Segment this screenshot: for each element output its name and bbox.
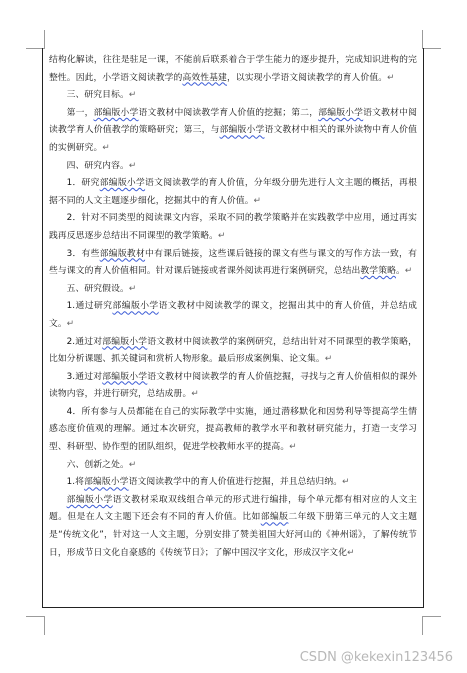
text-run: 语文教材中阅读教学的课文，挖掘出其中的育人价值，并总结成文。 <box>49 301 417 329</box>
flagged-term: 部编版小学 <box>219 125 265 136</box>
paragraph-mark-icon: ↵ <box>253 195 262 206</box>
text-run: 语文教材中阅读教学的育人价值挖掘，寻找与之育人价值相似的课外读物内容，并进行研究，总结成册。 <box>49 371 417 400</box>
paragraph-mark-icon: ↵ <box>387 72 395 83</box>
paragraph-mark-icon: ↵ <box>324 354 333 365</box>
flagged-term: 高效性基建 <box>182 72 227 83</box>
paragraph-mark-icon: ↵ <box>218 230 226 241</box>
text-run: 结构化解读，往往是驻足一课，不能前后联系着合于学生能力的逐步提升，完成知识进构的完整性。因此，小学语文阅读教学的 <box>49 55 417 83</box>
paragraph-mark-icon: ↵ <box>128 160 137 171</box>
paragraph <box>49 474 417 492</box>
paragraph-mark-icon: ↵ <box>128 90 137 101</box>
text-run: 1.通过研究 <box>66 301 113 312</box>
text-run: 。 <box>396 266 405 277</box>
paragraph-mark-icon: ↵ <box>404 266 413 277</box>
paragraph-mark-icon: ↵ <box>66 318 75 329</box>
text-run: 四、研究内容。 <box>66 160 129 171</box>
text-run: 二年级下册第三单元的人文主题是“传统文化”，针对这一人文主题，分别安排了赞美祖国大好河山的《神州谣》，了解传统节日，形成节日文化自豪感的《传统节日》；了解中国汉字文化，形成汉字文化 <box>49 512 417 558</box>
paragraph-mark-icon: ↵ <box>347 547 355 558</box>
text-run: 语文教材中阅读教学育人价值教学的策略研究；第三，与 <box>49 107 417 136</box>
paragraph <box>49 369 417 404</box>
flagged-term: 部编版小学 <box>102 371 148 382</box>
paragraph-mark-icon: ↵ <box>128 459 137 470</box>
text-run: 五、研究假设。 <box>66 283 129 294</box>
paragraph <box>49 158 417 176</box>
crop-mark-top-right <box>422 30 441 49</box>
paragraph <box>49 404 417 457</box>
paragraph-mark-icon: ↵ <box>102 142 110 153</box>
flagged-term: 教学策略 <box>360 266 396 277</box>
text-run: 3.通过对 <box>66 371 103 382</box>
text-run: 1.将 <box>66 477 85 488</box>
watermark: CSDN @kekexin123456 <box>299 650 453 665</box>
paragraph <box>49 52 417 87</box>
flagged-term: 部编版小学 <box>66 494 113 505</box>
flagged-term: 部编版小学 <box>84 477 129 488</box>
text-run: 第一， <box>66 107 94 118</box>
crop-mark-top-left <box>26 30 45 49</box>
text-run: 六、创新之处。 <box>66 459 129 470</box>
paragraph-mark-icon: ↵ <box>191 389 199 400</box>
paragraph <box>49 87 417 105</box>
flagged-term: 部编版小学 <box>93 107 139 118</box>
paragraph <box>49 246 417 281</box>
paragraph-mark-icon: ↵ <box>128 283 137 294</box>
text-run: 语文教材中阅读教学育人价值的挖掘；第二， <box>138 107 319 118</box>
paragraph <box>49 334 417 369</box>
text-run: 3．有些 <box>66 248 100 259</box>
paragraph <box>49 492 417 562</box>
text-run: 三、研究目标。 <box>66 90 129 101</box>
paragraph <box>49 105 417 158</box>
text-run: 2.通过对 <box>66 336 103 347</box>
text-run: 中有课后链接，这些课后链接的课文有些与课文的写作方法一致，有些与课文的育人价值相同。针对课后链接或者课外阅读再进行案例研究，总结出 <box>49 248 417 277</box>
flagged-term: 部编版小学 <box>99 178 146 189</box>
crop-mark-bottom-left <box>26 616 45 635</box>
paragraph-mark-icon: ↵ <box>289 442 297 453</box>
text-run: 1．研究 <box>66 178 100 189</box>
text-run: 语文教材采取双线组合单元的形式进行编排，每个单元都有相对应的人文主题。但是在人文主题下还会有不同的育人价值。比如 <box>49 494 417 523</box>
document-body[interactable] <box>43 48 423 562</box>
flagged-term: 部编版小学 <box>318 107 364 118</box>
table-cell <box>42 48 424 608</box>
paragraph <box>49 281 417 299</box>
paragraph <box>49 210 417 245</box>
flagged-term: 部编版小学 <box>112 301 159 312</box>
paragraph <box>49 175 417 210</box>
text-run: 语文教材中阅读教学的案例研究，总结出针对不同课型的教学策略，比如分析课题、抓关键词和赏析人物形象。最后形成案例集、论文集。 <box>49 336 417 365</box>
flagged-term: 部编版小学 <box>102 336 148 347</box>
flagged-term: 部编版教材 <box>99 248 146 259</box>
flagged-term: 部编版 <box>260 512 289 523</box>
text-run: ，以实现小学语文阅读教学的育人价值。 <box>226 72 388 83</box>
paragraph-mark-icon: ↵ <box>342 477 350 488</box>
paragraph <box>49 298 417 333</box>
crop-mark-bottom-right <box>422 616 441 635</box>
text-run: 语文阅读教学的育人价值，分年级分册先进行人文主题的概括，再根据不同的人文主题逐步细化，挖掘其中的育人价值。 <box>49 178 417 206</box>
text-run: 2．针对不同类型的阅读课文内容，采取不同的教学策略并在实践教学中应用，通过再实践再反思逐步总结出不同课型的教学策略。 <box>49 213 417 241</box>
paragraph <box>49 457 417 475</box>
text-run: 语文阅读教学中的育人价值进行挖掘，并且总结归纳。 <box>128 477 343 488</box>
text-run: 4．所有参与人员都能在自己的实际教学中实施，通过潜移默化和因势利导等提高学生情感态度价值观的理解。通过本次研究，提高教师的教学水平和教材研究能力，打造一支学习型、科研型、协作型的团队组织，促进学校教师水平的提高。 <box>49 406 417 453</box>
text-run: 语文教材中相关的课外读物中育人价值的实例研究。 <box>49 125 417 153</box>
